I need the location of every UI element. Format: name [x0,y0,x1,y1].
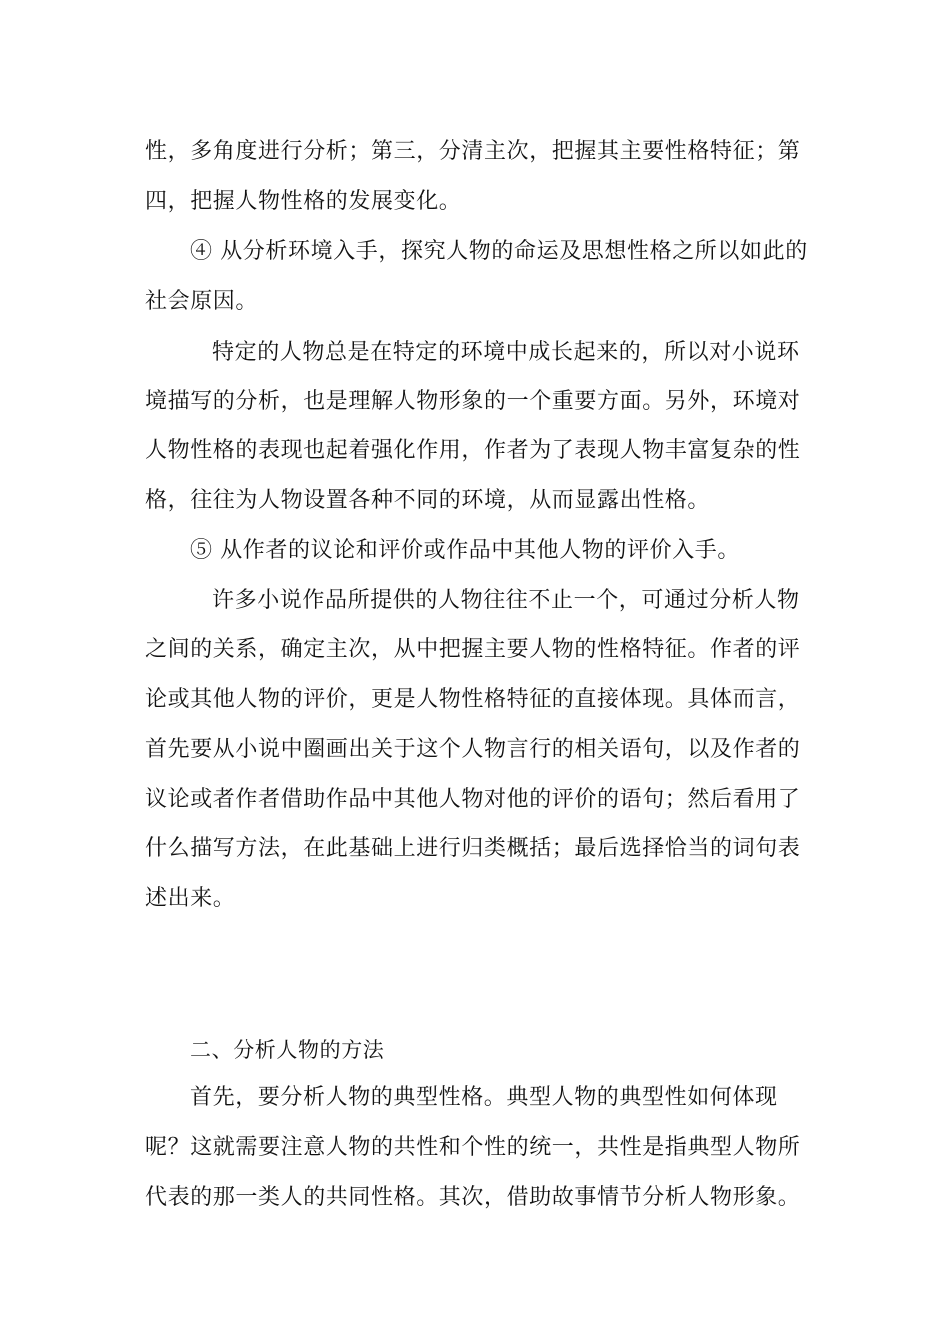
text-line: 性，多角度进行分析；第三，分清主次，把握其主要性格特征；第 [145,139,801,164]
paragraph-start: 首先，要分析人物的典型性格。典型人物的典型性如何体现 [190,1085,778,1110]
text-line: 人物性格的表现也起着强化作用，作者为了表现人物丰富复杂的性 [145,438,801,463]
text-line: 什么描写方法，在此基础上进行归类概括；最后选择恰当的词句表 [145,836,801,861]
text-line: 述出来。 [145,886,236,911]
text-line: 论或其他人物的评价，更是人物性格特征的直接体现。具体而言， [145,687,801,712]
text-line: 议论或者作者借助作品中其他人物对他的评价的语句；然后看用了 [145,787,801,812]
text-line: 首先要从小说中圈画出关于这个人物言行的相关语句，以及作者的 [145,737,801,762]
text-line: 四，把握人物性格的发展变化。 [145,189,462,214]
paragraph-start: 特定的人物总是在特定的环境中成长起来的，所以对小说环 [212,340,800,365]
text-line: 呢？这就需要注意人物的共性和个性的统一，共性是指典型人物所 [145,1135,801,1160]
section-heading: 二、分析人物的方法 [190,1038,385,1062]
text-line: 代表的那一类人的共同性格。其次，借助故事情节分析人物形象。 [145,1185,801,1210]
text-line: 之间的关系，确定主次，从中把握主要人物的性格特征。作者的评 [145,637,801,662]
text-line: 格，往往为人物设置各种不同的环境，从而显露出性格。 [145,488,711,513]
paragraph-start: 许多小说作品所提供的人物往往不止一个，可通过分析人物 [212,588,800,613]
list-item-5: ⑤ 从作者的议论和评价或作品中其他人物的评价入手。 [190,538,740,563]
text-line: 境描写的分析，也是理解人物形象的一个重要方面。另外，环境对 [145,389,801,414]
text-line: 社会原因。 [145,289,259,314]
list-item-4: ④ 从分析环境入手，探究人物的命运及思想性格之所以如此的 [190,239,808,264]
